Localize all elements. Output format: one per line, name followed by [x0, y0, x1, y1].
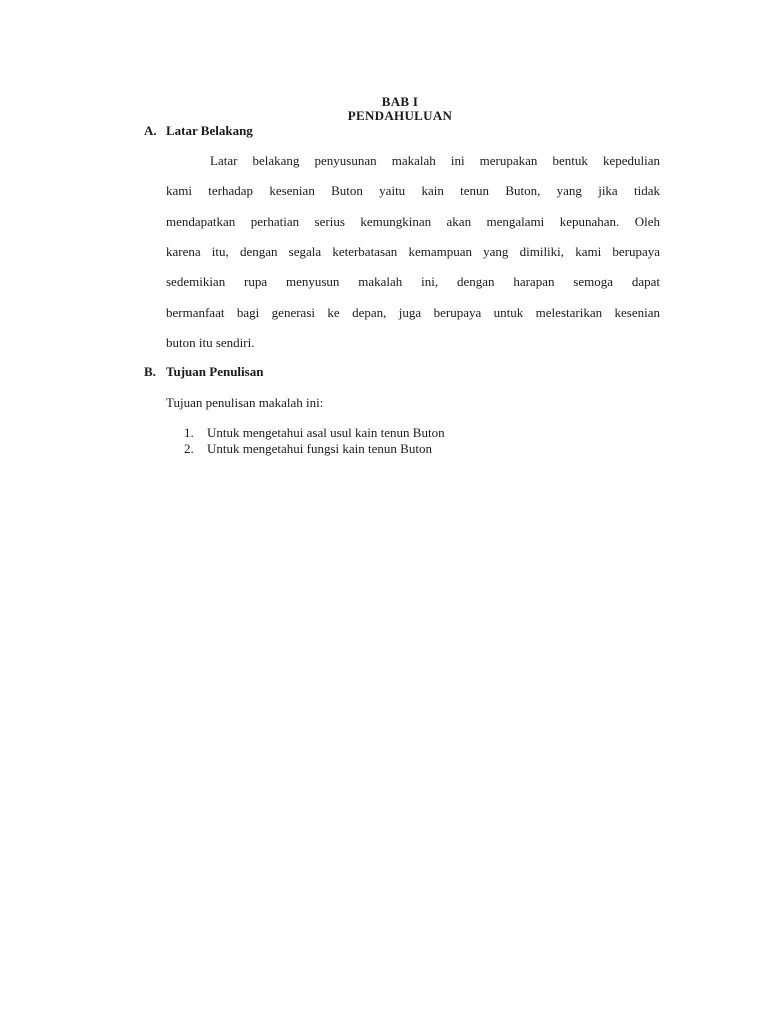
section-heading-tujuan-penulisan: [144, 364, 263, 380]
list-item-number: 1.: [184, 425, 194, 440]
list-item-text: Untuk mengetahui asal usul kain tenun Buton: [207, 425, 445, 440]
objectives-list: [184, 425, 445, 457]
list-item: [184, 425, 445, 441]
section-letter: B.: [144, 364, 156, 379]
chapter-title: PENDAHULUAN: [347, 108, 453, 123]
section-heading-text: Tujuan Penulisan: [166, 364, 264, 379]
objectives-intro: Tujuan penulisan makalah ini:: [166, 395, 324, 410]
paragraph-line: mendapatkan perhatian serius kemungkinan akan mengalami kepunahan. Oleh: [166, 214, 660, 229]
list-item-text: Untuk mengetahui fungsi kain tenun Buton: [207, 441, 432, 456]
paragraph-line: Latar belakang penyusunan makalah ini merupakan bentuk kepedulian: [210, 153, 660, 168]
section-letter: A.: [144, 123, 157, 138]
list-item: [184, 441, 445, 457]
paragraph-line: buton itu sendiri.: [166, 335, 255, 350]
section-heading-latar-belakang: [144, 123, 253, 139]
paragraph-line: sedemikian rupa menyusun makalah ini, dengan harapan semoga dapat: [166, 274, 660, 289]
section-heading-text: Latar Belakang: [166, 123, 253, 138]
chapter-number: BAB I: [381, 94, 419, 109]
paragraph-line: kami terhadap kesenian Buton yaitu kain tenun Buton, yang jika tidak: [166, 183, 660, 198]
list-item-number: 2.: [184, 441, 194, 456]
paragraph-line: bermanfaat bagi generasi ke depan, juga berupaya untuk melestarikan kesenian: [166, 305, 660, 320]
paragraph-line: karena itu, dengan segala keterbatasan kemampuan yang dimiliki, kami berupaya: [166, 244, 660, 259]
